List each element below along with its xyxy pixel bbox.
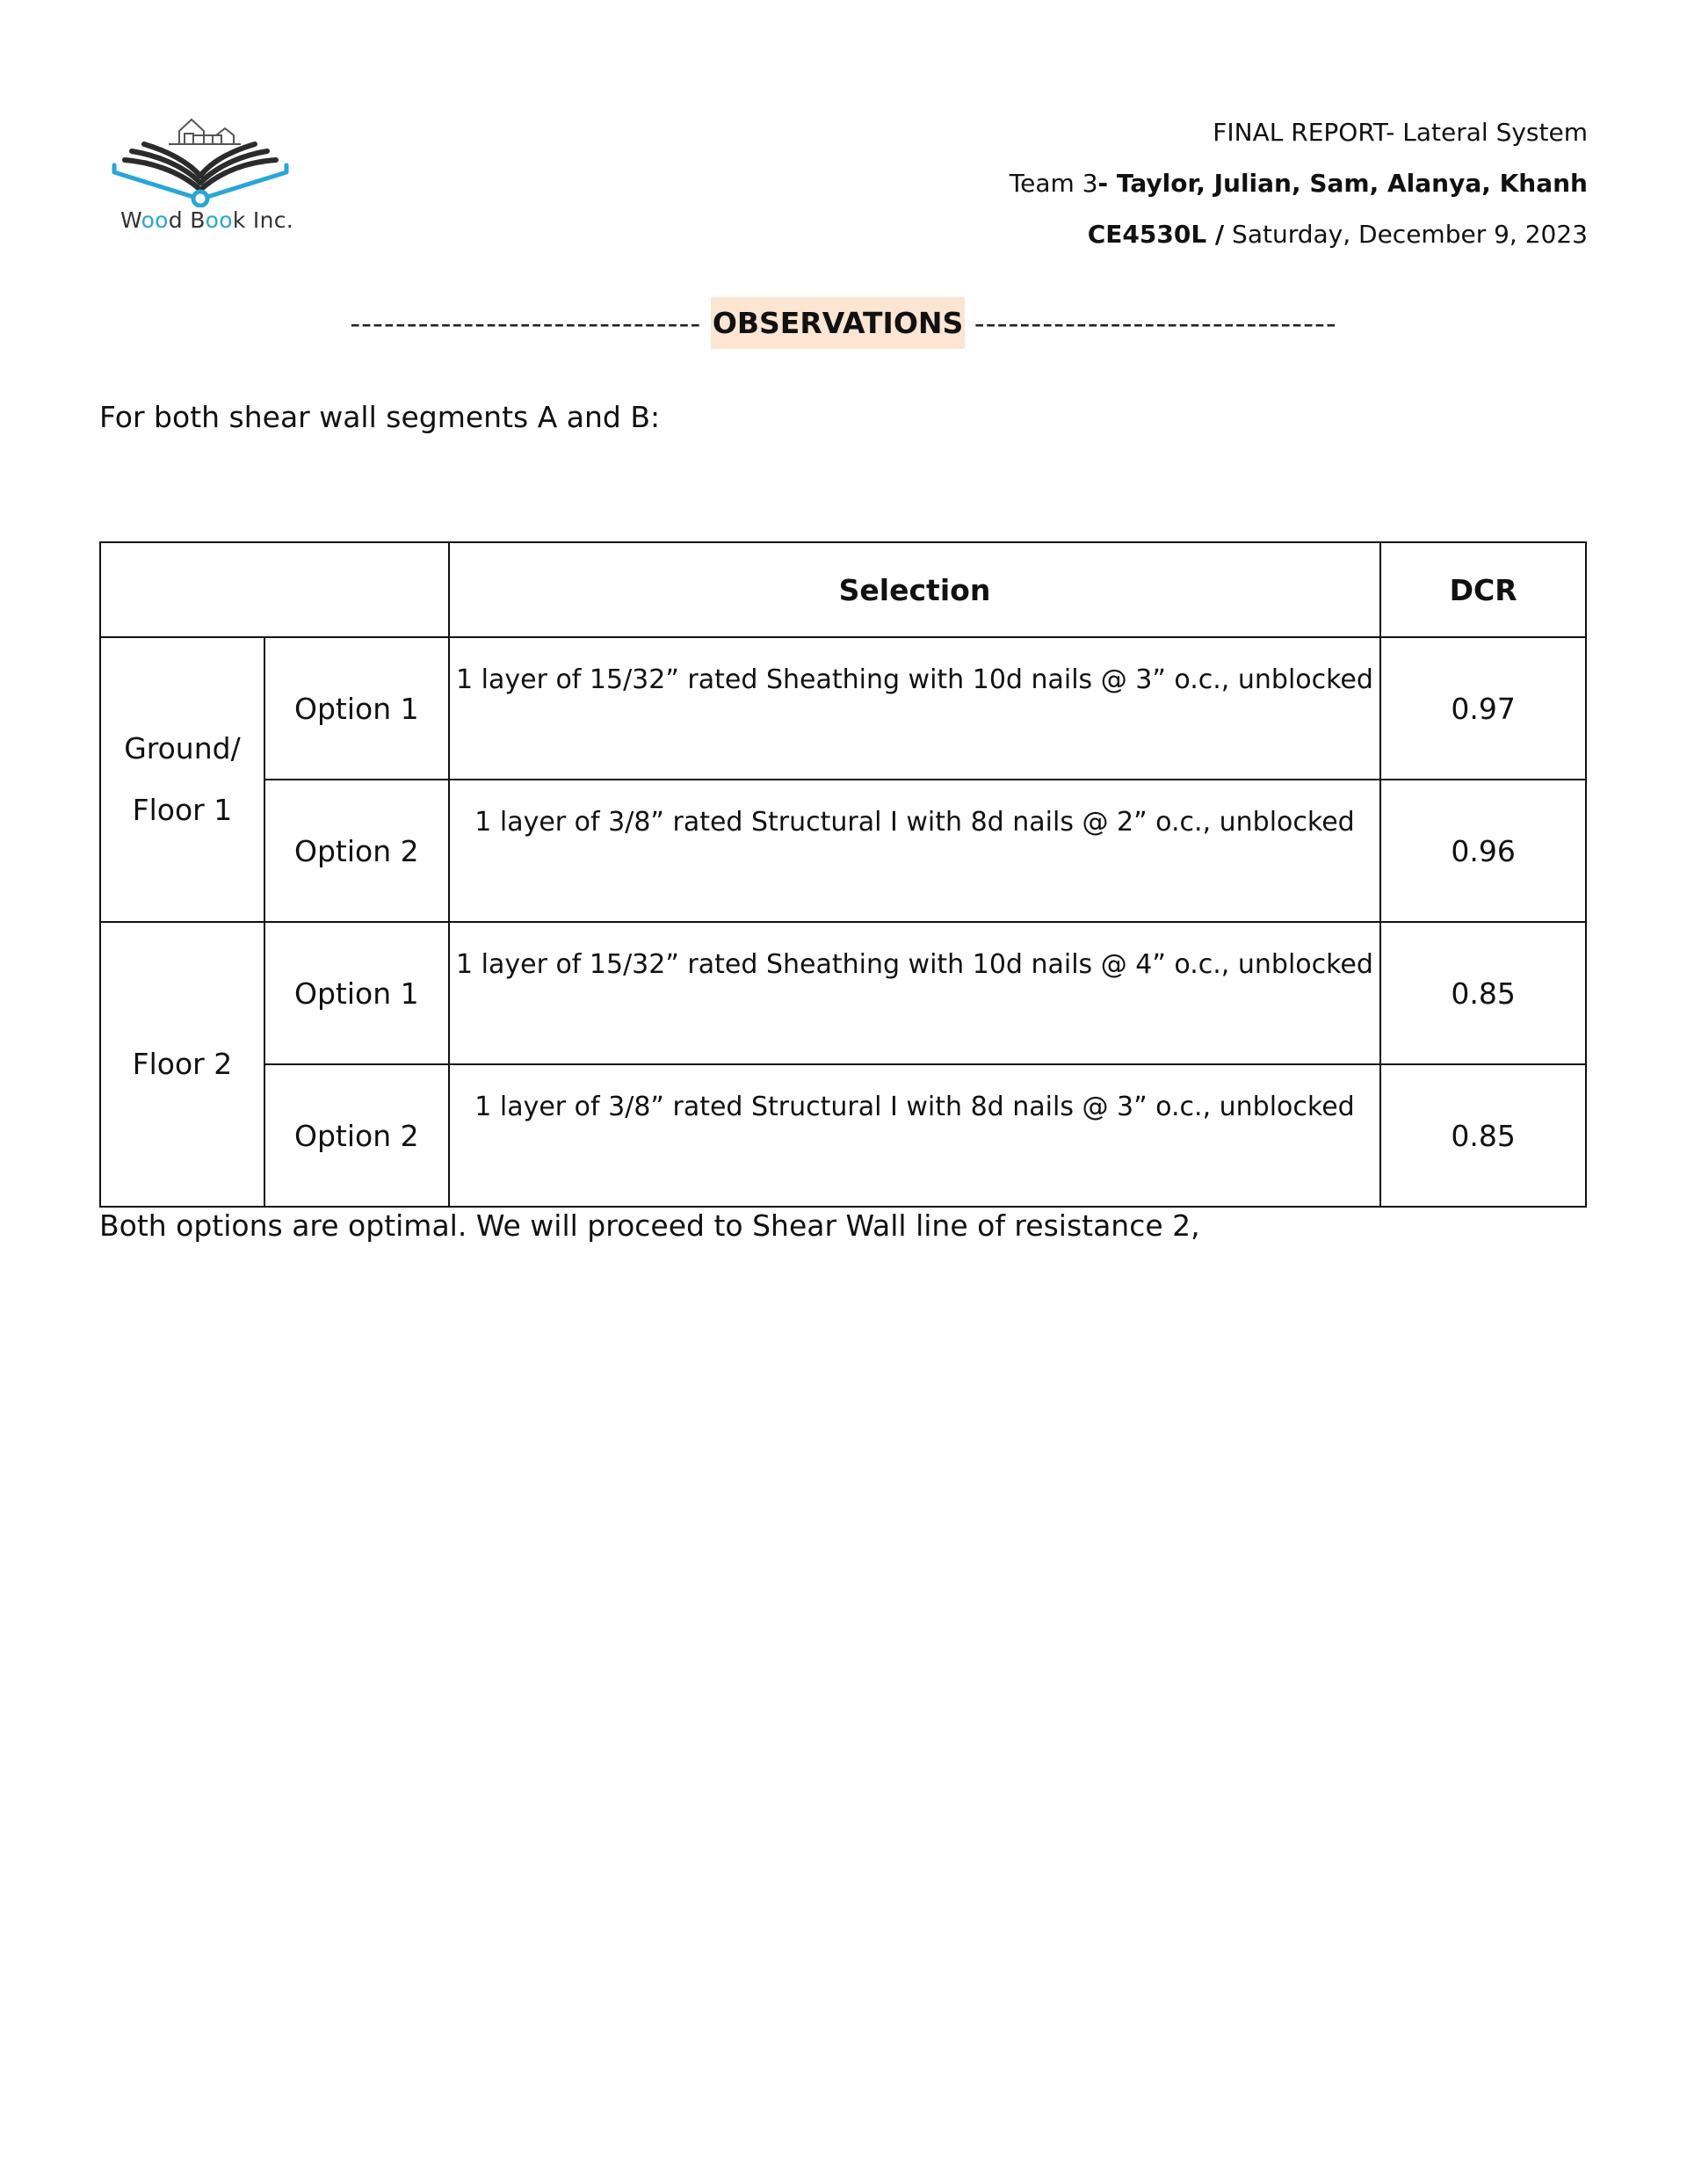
intro-text: For both shear wall segments A and B: xyxy=(99,400,661,434)
conclusion-text: Both options are optimal. We will proceed to Shear Wall line of resistance 2, xyxy=(99,1208,1200,1243)
selection-cell: 1 layer of 15/32” rated Sheathing with 10d nails @ 3” o.c., unblocked xyxy=(449,637,1381,780)
table-row xyxy=(100,922,1586,1064)
company-name: Wood Book Inc. xyxy=(120,207,294,233)
course-date-line xyxy=(1010,209,1588,260)
table-row xyxy=(100,637,1586,780)
table-row xyxy=(100,780,1586,922)
selection-cell: 1 layer of 15/32” rated Sheathing with 10d nails @ 4” o.c., unblocked xyxy=(449,922,1381,1064)
heading-dashes-right: -------------------------------- xyxy=(974,306,1337,340)
floor-cell-floor2: Floor 2 xyxy=(100,922,264,1207)
report-title: FINAL REPORT- Lateral System xyxy=(1213,118,1588,147)
header-dcr: DCR xyxy=(1380,542,1586,637)
floor-label-line1: Ground/ xyxy=(124,731,241,765)
option-cell: Option 2 xyxy=(264,1064,449,1207)
header-selection: Selection xyxy=(449,542,1381,637)
report-header xyxy=(1010,107,1588,260)
floor-label-line2: Floor 1 xyxy=(132,793,233,827)
heading-dashes-left: ------------------------------- xyxy=(350,306,702,340)
floor-cell-ground xyxy=(100,637,264,922)
dcr-cell: 0.96 xyxy=(1380,780,1586,922)
company-logo xyxy=(109,109,293,241)
header-blank-cell xyxy=(100,542,449,637)
table-header-row xyxy=(100,542,1586,637)
dcr-cell: 0.85 xyxy=(1380,922,1586,1064)
selection-cell: 1 layer of 3/8” rated Structural I with 8d nails @ 3” o.c., unblocked xyxy=(449,1064,1381,1207)
option-cell: Option 1 xyxy=(264,922,449,1064)
section-heading xyxy=(0,297,1687,349)
selection-cell: 1 layer of 3/8” rated Structural I with 8d nails @ 2” o.c., unblocked xyxy=(449,780,1381,922)
dcr-cell: 0.97 xyxy=(1380,637,1586,780)
report-date: Saturday, December 9, 2023 xyxy=(1224,220,1588,249)
table-row xyxy=(100,1064,1586,1207)
team-members: - Taylor, Julian, Sam, Alanya, Khanh xyxy=(1097,169,1588,198)
section-title: OBSERVATIONS xyxy=(711,297,965,349)
dcr-cell: 0.85 xyxy=(1380,1064,1586,1207)
team-prefix: Team 3 xyxy=(1009,169,1098,198)
option-cell: Option 2 xyxy=(264,780,449,922)
observations-table xyxy=(99,541,1587,1208)
team-line xyxy=(1010,158,1588,209)
open-book-house-icon xyxy=(109,109,293,207)
option-cell: Option 1 xyxy=(264,637,449,780)
course-code: CE4530L / xyxy=(1087,220,1225,249)
